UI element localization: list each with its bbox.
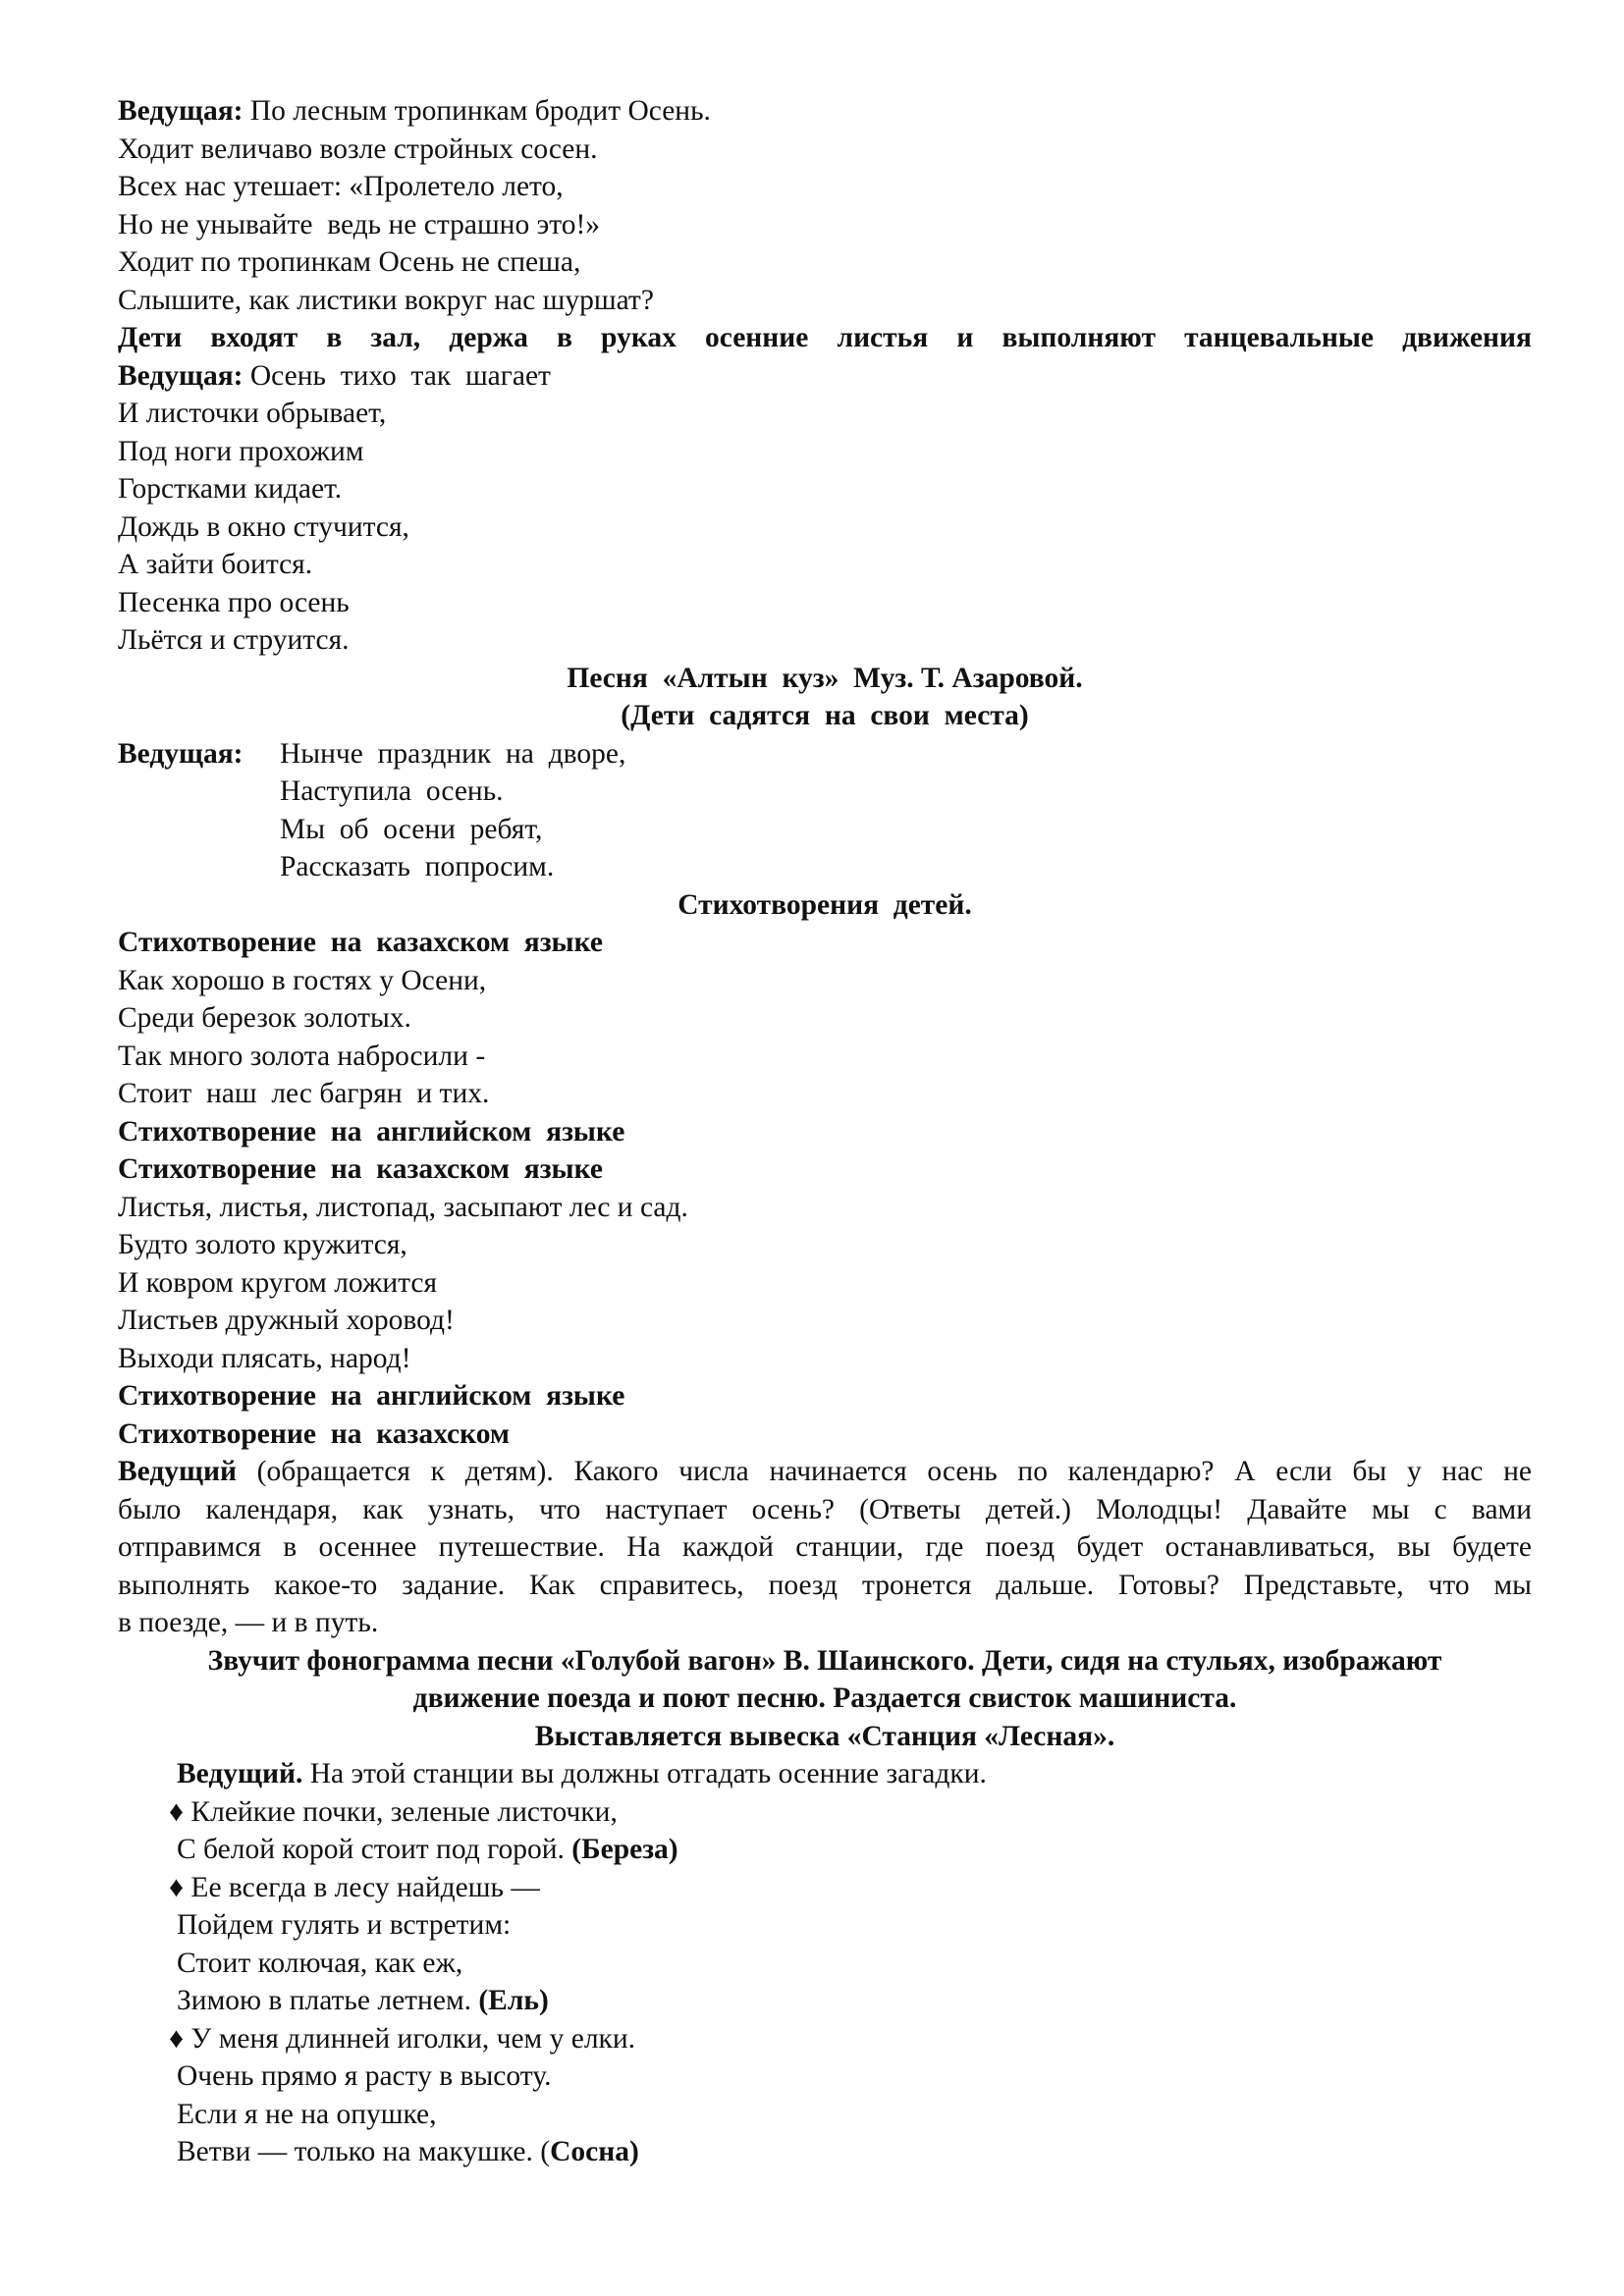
speaker-label: Ведущий. [177, 1758, 303, 1789]
verse-line: Будто золото кружится, [118, 1229, 407, 1260]
poem-title: Стихотворение на казахском языке [118, 1153, 603, 1185]
verse-line: Всех нас утешает: «Пролетело лето, [118, 171, 564, 202]
verse-line: И ковром кругом ложится [118, 1266, 438, 1299]
song-title: Песня «Алтын куз» Муз. Т. Азаровой. [567, 662, 1083, 694]
paragraph-line: Ведущий (обращается к детям). Какого числа начинается осень по календарю? А если бы у нас не [118, 1456, 1532, 1487]
verse-line: Ведущая: Осень тихо так шагает [118, 359, 551, 392]
riddle-line: Ветви — только на макушке. (Сосна) [177, 2136, 639, 2167]
verse-line: Льётся и струится. [118, 624, 350, 656]
verse-line: А зайти боится. [118, 549, 313, 580]
riddle-line: Пойдем гулять и встретим: [177, 1909, 512, 1941]
document-page [118, 92, 1532, 2171]
verse-line: Листья, листья, листопад, засыпают лес и сад. [118, 1191, 688, 1223]
stage-direction: Выставляется вывеска «Станция «Лесная». [534, 1720, 1115, 1752]
stage-direction: движение поезда и поют песню. Раздается свисток машиниста. [412, 1682, 1237, 1714]
paragraph-line: отправимся в осеннее путешествие. На каждой станции, где поезд будет останавливаться, вы будете [118, 1531, 1532, 1563]
speaker-label: Ведущая: [118, 737, 244, 770]
riddle-line: ♦ Клейкие почки, зеленые листочки, [169, 1795, 618, 1828]
riddle-line: С белой корой стоит под горой. (Береза) [177, 1834, 678, 1865]
speaker-label: Ведущий [118, 1456, 237, 1487]
verse-line: Среди березок золотых. [118, 1002, 411, 1034]
riddle-line: Если я не на опушке, [177, 2098, 437, 2130]
verse-line: Но не унывайте ведь не страшно это!» [118, 208, 601, 240]
paragraph-line: выполнять какое-то задание. Как справитесь, поезд тронется дальше. Готовы? Представьте, что мы [118, 1569, 1532, 1601]
section-title: Стихотворения детей. [677, 888, 972, 921]
riddle-answer: (Ель) [478, 1985, 549, 2016]
poem-title: Стихотворение на английском языке [118, 1115, 625, 1148]
verse-line: Как хорошо в гостях у Осени, [118, 964, 487, 996]
verse-line: Выходи плясать, народ! [118, 1342, 411, 1374]
verse-line: Рассказать попросим. [280, 851, 555, 882]
riddle-line: Очень прямо я расту в высоту. [177, 2060, 552, 2092]
verse-line: Листьев дружный хоровод! [118, 1305, 455, 1336]
riddle-intro: Ведущий. На этой станции вы должны отгадать осенние загадки. [177, 1758, 987, 1789]
poem-title: Стихотворение на английском языке [118, 1380, 625, 1412]
verse-line: Ходит по тропинкам Осень не спеша, [118, 246, 581, 278]
verse-line: И листочки обрывает, [118, 398, 387, 429]
verse-line: Под ноги прохожим [118, 435, 364, 467]
speaker-label: Ведущая: [118, 359, 244, 392]
poem-title: Стихотворение на казахском [118, 1417, 510, 1450]
paragraph-line: в поезде, — и в путь. [118, 1607, 379, 1638]
verse-line: Стоит наш лес багрян и тих. [118, 1078, 490, 1109]
stage-direction: Дети входят в зал, держа в руках осенние листья и выполняют танцевальные движения [118, 322, 1532, 353]
stage-direction: (Дети садятся на свои места) [621, 700, 1029, 731]
riddle-answer: (Береза) [571, 1834, 678, 1865]
riddle-answer: Сосна) [550, 2136, 639, 2167]
poem-title: Стихотворение на казахском языке [118, 927, 603, 958]
verse-line: Мы об осени ребят, [280, 813, 543, 845]
verse-line: Дождь в окно стучится, [118, 510, 409, 543]
paragraph-line: было календаря, как узнать, что наступает осень? (Ответы детей.) Молодцы! Давайте мы с вами [118, 1493, 1532, 1525]
riddle-line: Зимою в платье летнем. (Ель) [177, 1985, 549, 2016]
verse-line: Ходит величаво возле стройных сосен. [118, 133, 598, 165]
verse-line: Ведущая: По лесным тропинкам бродит Осень. [118, 95, 711, 127]
riddle-line: Стоит колючая, как еж, [177, 1947, 463, 1979]
verse-line: Наступила осень. [280, 775, 504, 807]
verse-line: Песенка про осень [118, 586, 350, 618]
stage-direction: Звучит фонограмма песни «Голубой вагон» В. Шаинского. Дети, сидя на стульях, изображают [207, 1644, 1442, 1677]
verse-line: Так много золота набросили - [118, 1040, 486, 1072]
riddle-line: ♦ У меня длинней иголки, чем у елки. [169, 2022, 636, 2055]
verse-line: Слышите, как листики вокруг нас шуршат? [118, 284, 654, 316]
speaker-label: Ведущая: [118, 95, 244, 127]
verse-line: Горстками кидает. [118, 473, 343, 505]
riddle-line: ♦ Ее всегда в лесу найдешь — [169, 1871, 540, 1903]
verse-line: Ведущая: Нынче праздник на дворе, [118, 735, 1532, 774]
